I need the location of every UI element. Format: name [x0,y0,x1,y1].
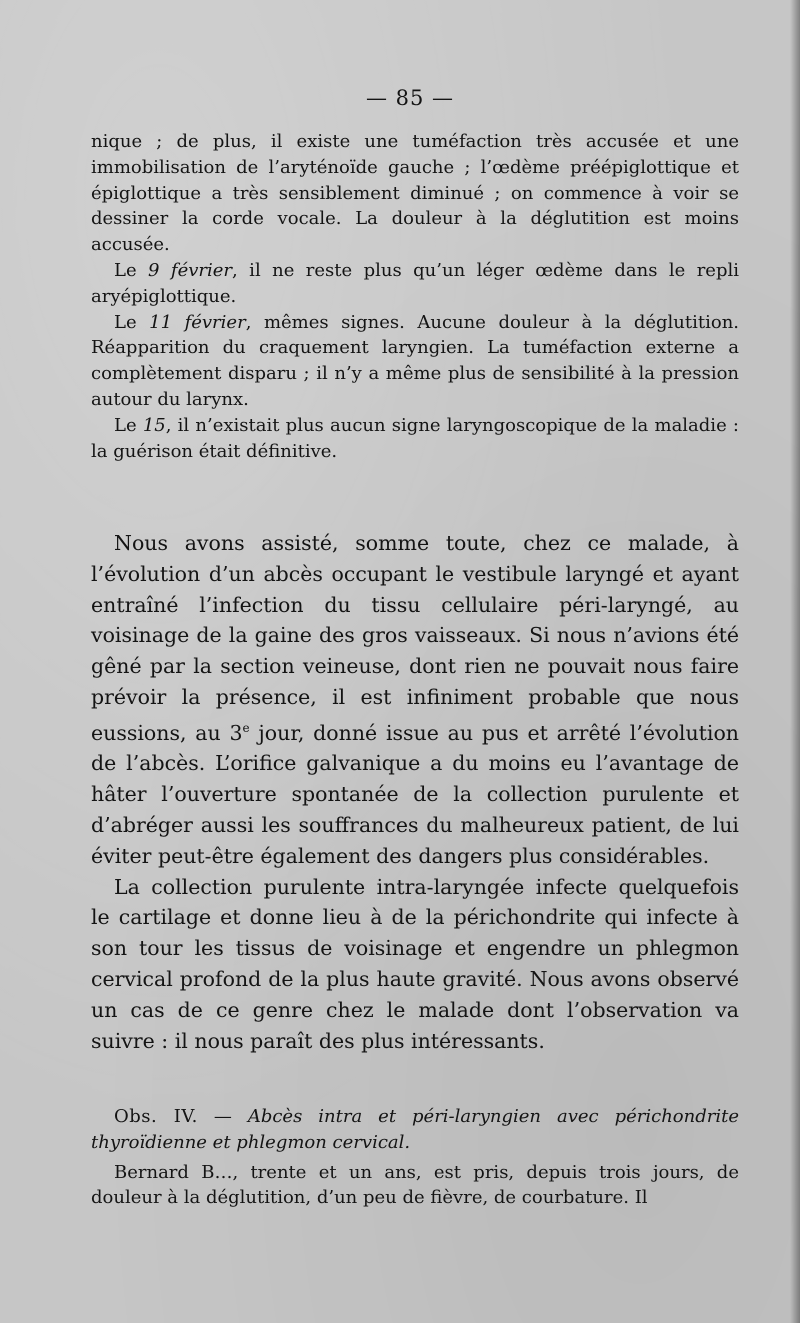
case-notes-section [91,129,739,464]
page-edge-shadow [790,0,800,1323]
observation-section [91,1104,739,1211]
page-number: — 85 — [365,86,455,110]
observation-title: Abcès intra et péri-laryngien avec périchondrite thyroïdienne et phlegmon cervical. [91,1106,739,1153]
discussion-paragraph: La collection purulente intra-laryngée infecte quelquefois le cartilage et donne lieu à de la périchondrite qui infecte à son tour les tissus de voisinage et engendre un phlegmon cervical profond de la plus haute gravité. Nous avons observé un cas de ce genre chez le malade dont l’observation va suivre : il nous paraît des plus intéressants. [91,874,739,1053]
date-text: 11 février [149,311,246,333]
observation-label: Obs. IV. [114,1106,198,1127]
discussion-paragraph: Nous avons assisté, somme toute, chez ce malade, à l’évolution d’un abcès occupant le vestibule laryngé et ayant entraîné l’infection du tissu cellulaire péri-laryngé, au voisinage de la gaine des gros vaisseaux. Si nous n’avions été gêné par la section veineuse, dont rien ne pouvait nous faire prévoir la présence, il est infiniment probable que nous eussions, au 3e jour, donné issue au pus et arrêté l’évolution de l’abcès. L’orifice galvanique a du moins eu l’avantage de hâter l’ouverture spontanée de la collection purulente et d’abréger aussi les souffrances du malheureux patient, de lui éviter peut-être également des dangers plus considérables. [91,531,739,868]
case-note-paragraph: Le 15, il n’existait plus aucun signe laryngoscopique de la maladie : la guérison était définitive. [91,414,739,462]
case-note-paragraph: Le 11 février, mêmes signes. Aucune douleur à la déglutition. Réapparition du craquement laryngien. La tuméfaction externe a complètement disparu ; il n’y a même plus de sensibilité à la pression autour du larynx. [91,311,740,410]
date-text: 9 février [148,259,233,281]
discussion-section [91,528,739,1056]
case-note-paragraph: nique ; de plus, il existe une tuméfaction très accusée et une immobilisation de l’aryténoïde gauche ; l’œdème préépiglottique et épiglottique a très sensiblement diminué ; on commence à voir se dessiner la corde vocale. La douleur à la déglutition est moins accusée. [91,131,739,256]
case-note-paragraph: Le 9 février, il ne reste plus qu’un léger œdème dans le repli aryépiglottique. [91,259,739,307]
observation-heading: Obs. IV. — Abcès intra et péri-laryngien avec périchondrite thyroïdienne et phlegmon cervical. [91,1106,739,1153]
date-text: 15 [142,414,166,436]
observation-body: Bernard B…, trente et un ans, est pris, depuis trois jours, de douleur à la déglutition, d’un peu de fièvre, de courbature. Il [91,1161,739,1209]
